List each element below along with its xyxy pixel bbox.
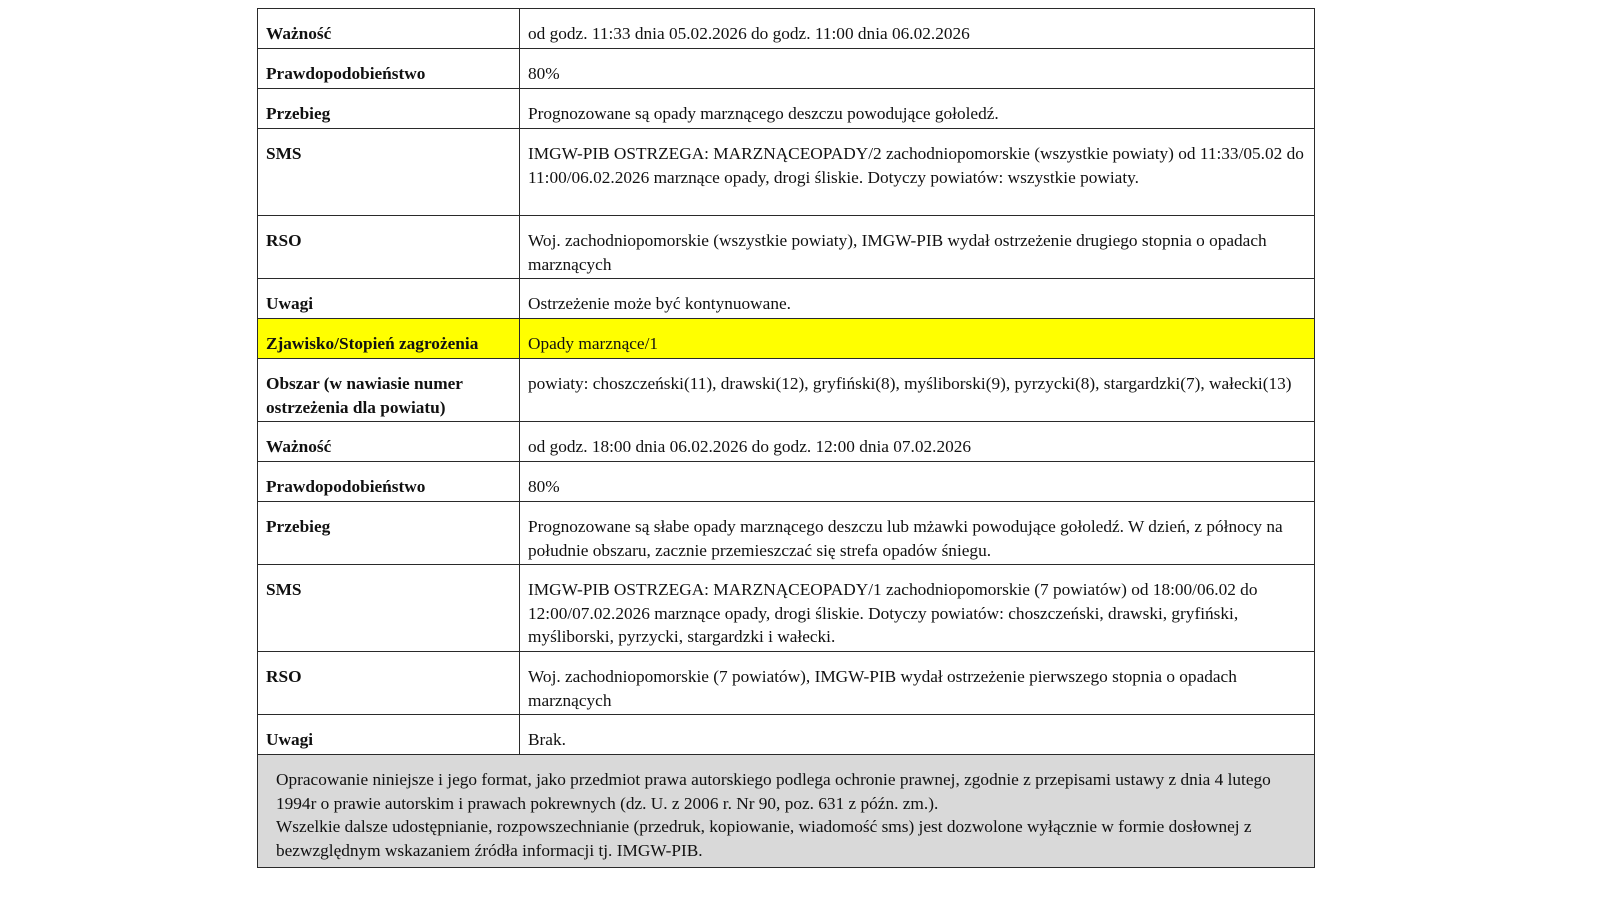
row-value: Brak. xyxy=(520,715,1315,755)
row-label: SMS xyxy=(258,565,520,652)
table-row-area xyxy=(258,359,1315,422)
row-value: 80% xyxy=(520,462,1315,502)
row-value: powiaty: choszczeński(11), drawski(12), gryfiński(8), myśliborski(9), pyrzycki(8), stargardzki(7), wałecki(13) xyxy=(520,359,1315,422)
copyright-notice xyxy=(258,755,1315,868)
distribution-text: Wszelkie dalsze udostępnianie, rozpowszechnianie (przedruk, kopiowanie, wiadomość sms) jest dozwolone wyłącznie w formie dosłownej z bezwzględnym wskazaniem źródła informacji tj. IMGW-PIB. xyxy=(276,817,1252,860)
table-row-validity xyxy=(258,9,1315,49)
row-label: RSO xyxy=(258,652,520,715)
row-value: 80% xyxy=(520,49,1315,89)
phenomenon-label: Zjawisko/Stopień zagrożenia xyxy=(258,319,520,359)
row-value: Woj. zachodniopomorskie (7 powiatów), IMGW-PIB wydał ostrzeżenie pierwszego stopnia o opadach marznących xyxy=(520,652,1315,715)
table-row-rso xyxy=(258,652,1315,715)
row-label: Uwagi xyxy=(258,279,520,319)
copyright-text: Opracowanie niniejsze i jego format, jako przedmiot prawa autorskiego podlega ochronie prawnej, zgodnie z przepisami ustawy z dnia 4 lutego 1994r o prawie autorskim i prawach pokrewnych (dz. U. z 2006 r. Nr 90, poz. 631 z późn. zm.). xyxy=(276,770,1271,813)
table-row-phenomenon-header xyxy=(258,319,1315,359)
table-row-sms xyxy=(258,565,1315,652)
row-label: Uwagi xyxy=(258,715,520,755)
row-label: SMS xyxy=(258,129,520,216)
row-value: Ostrzeżenie może być kontynuowane. xyxy=(520,279,1315,319)
table-row-validity xyxy=(258,422,1315,462)
phenomenon-value: Opady marznące/1 xyxy=(520,319,1315,359)
row-label: Obszar (w nawiasie numer ostrzeżenia dla powiatu) xyxy=(258,359,520,422)
row-label: RSO xyxy=(258,216,520,279)
row-value: IMGW-PIB OSTRZEGA: MARZNĄCEOPADY/1 zachodniopomorskie (7 powiatów) od 18:00/06.02 do 12:00/07.02.2026 marznące opady, drogi śliskie. Dotyczy powiatów: choszczeński, drawski, gryfiński, myśliborski, pyrzycki, stargardzki i wałecki. xyxy=(520,565,1315,652)
warning-table xyxy=(257,8,1315,868)
table-row-rso xyxy=(258,216,1315,279)
row-value: od godz. 11:33 dnia 05.02.2026 do godz. 11:00 dnia 06.02.2026 xyxy=(520,9,1315,49)
table-row-probability xyxy=(258,49,1315,89)
warning-document xyxy=(257,8,1315,868)
row-value: Woj. zachodniopomorskie (wszystkie powiaty), IMGW-PIB wydał ostrzeżenie drugiego stopnia o opadach marznących xyxy=(520,216,1315,279)
table-row-course xyxy=(258,89,1315,129)
row-label: Ważność xyxy=(258,9,520,49)
table-row-remarks xyxy=(258,715,1315,755)
table-row-remarks xyxy=(258,279,1315,319)
row-label: Przebieg xyxy=(258,89,520,129)
row-label: Ważność xyxy=(258,422,520,462)
table-row-probability xyxy=(258,462,1315,502)
row-label: Prawdopodobieństwo xyxy=(258,49,520,89)
row-value: IMGW-PIB OSTRZEGA: MARZNĄCEOPADY/2 zachodniopomorskie (wszystkie powiaty) od 11:33/05.02 do 11:00/06.02.2026 marznące opady, drogi śliskie. Dotyczy powiatów: wszystkie powiaty. xyxy=(520,129,1315,216)
row-label: Prawdopodobieństwo xyxy=(258,462,520,502)
row-value: Prognozowane są opady marznącego deszczu powodujące gołoledź. xyxy=(520,89,1315,129)
table-row-footer xyxy=(258,755,1315,868)
row-label: Przebieg xyxy=(258,502,520,565)
row-value: od godz. 18:00 dnia 06.02.2026 do godz. 12:00 dnia 07.02.2026 xyxy=(520,422,1315,462)
row-value: Prognozowane są słabe opady marznącego deszczu lub mżawki powodujące gołoledź. W dzień, z północy na południe obszaru, zacznie przemieszczać się strefa opadów śniegu. xyxy=(520,502,1315,565)
table-row-sms xyxy=(258,129,1315,216)
table-row-course xyxy=(258,502,1315,565)
